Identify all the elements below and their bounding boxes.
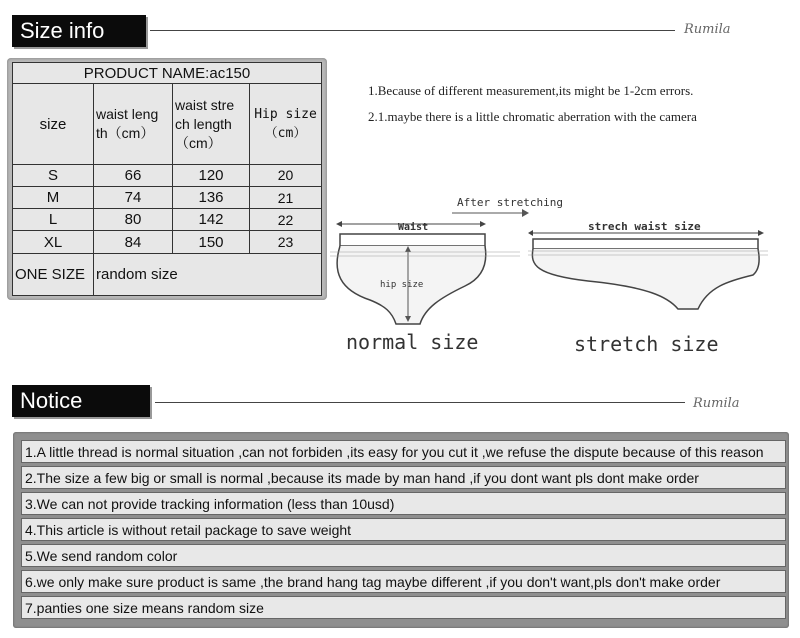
list-item: 7.panties one size means random size xyxy=(21,596,786,619)
list-item: 6.we only make sure product is same ,the brand hang tag maybe different ,if you don't want,pls don't make order xyxy=(21,570,786,593)
stretch-size-caption: stretch size xyxy=(574,332,719,356)
cell-hip: 21 xyxy=(250,187,322,209)
cell-stretch: 120 xyxy=(173,164,250,186)
table-row xyxy=(13,209,322,231)
table-row-one-size xyxy=(13,253,322,295)
cell-stretch: 142 xyxy=(173,209,250,231)
cell-stretch: 150 xyxy=(173,231,250,253)
cell-hip: 20 xyxy=(250,164,322,186)
cell-hip: 22 xyxy=(250,209,322,231)
cell-one-size-value: random size xyxy=(94,253,322,295)
notice-list xyxy=(13,432,789,628)
list-item: 3.We can not provide tracking information (less than 10usd) xyxy=(21,492,786,515)
cell-one-size-label: ONE SIZE xyxy=(13,253,94,295)
notice-divider xyxy=(155,402,685,403)
size-table-panel xyxy=(7,58,327,300)
cell-size: S xyxy=(13,164,94,186)
notice-header xyxy=(12,385,150,417)
size-info-brand: Rumila xyxy=(684,22,731,37)
size-info-header xyxy=(12,15,146,47)
header-waist-length: waist leng th（cm） xyxy=(94,84,173,165)
note-measurement: 1.Because of different measurement,its might be 1-2cm errors. xyxy=(368,83,694,98)
cell-size: XL xyxy=(13,231,94,253)
cell-size: L xyxy=(13,209,94,231)
note-chromatic: 2.1.maybe there is a little chromatic aberration with the camera xyxy=(368,109,697,124)
normal-size-caption: normal size xyxy=(346,330,479,354)
cell-stretch: 136 xyxy=(173,187,250,209)
cell-hip: 23 xyxy=(250,231,322,253)
stretch-waist-size-label: strech waist size xyxy=(588,220,701,233)
cell-waist: 74 xyxy=(94,187,173,209)
header-waist-stretch: waist stre ch length （cm） xyxy=(173,84,250,165)
size-info-title: Size info xyxy=(20,18,105,43)
cell-waist: 66 xyxy=(94,164,173,186)
cell-size: M xyxy=(13,187,94,209)
cell-waist: 80 xyxy=(94,209,173,231)
cell-waist: 84 xyxy=(94,231,173,253)
table-row xyxy=(13,187,322,209)
list-item: 1.A little thread is normal situation ,can not forbiden ,its easy for you cut it ,we refuse the dispute because of this reason xyxy=(21,440,786,463)
notice-brand: Rumila xyxy=(693,396,740,411)
notice-title: Notice xyxy=(20,388,83,413)
size-info-divider xyxy=(150,30,675,31)
list-item: 2.The size a few big or small is normal ,because its made by man hand ,if you dont want pls dont make order xyxy=(21,466,786,489)
waist-label: Waist xyxy=(398,222,429,233)
size-table xyxy=(12,62,322,296)
table-row xyxy=(13,164,322,186)
product-name: PRODUCT NAME:ac150 xyxy=(13,63,322,84)
header-size: size xyxy=(13,84,94,165)
list-item: 5.We send random color xyxy=(21,544,786,567)
after-stretching-label: After stretching xyxy=(457,196,563,209)
header-hip-size: Hip size （cm） xyxy=(250,84,322,165)
list-item: 4.This article is without retail package to save weight xyxy=(21,518,786,541)
hip-size-label: hip size xyxy=(380,280,424,290)
table-row xyxy=(13,231,322,253)
stretch-size-panty-diagram xyxy=(528,225,768,345)
